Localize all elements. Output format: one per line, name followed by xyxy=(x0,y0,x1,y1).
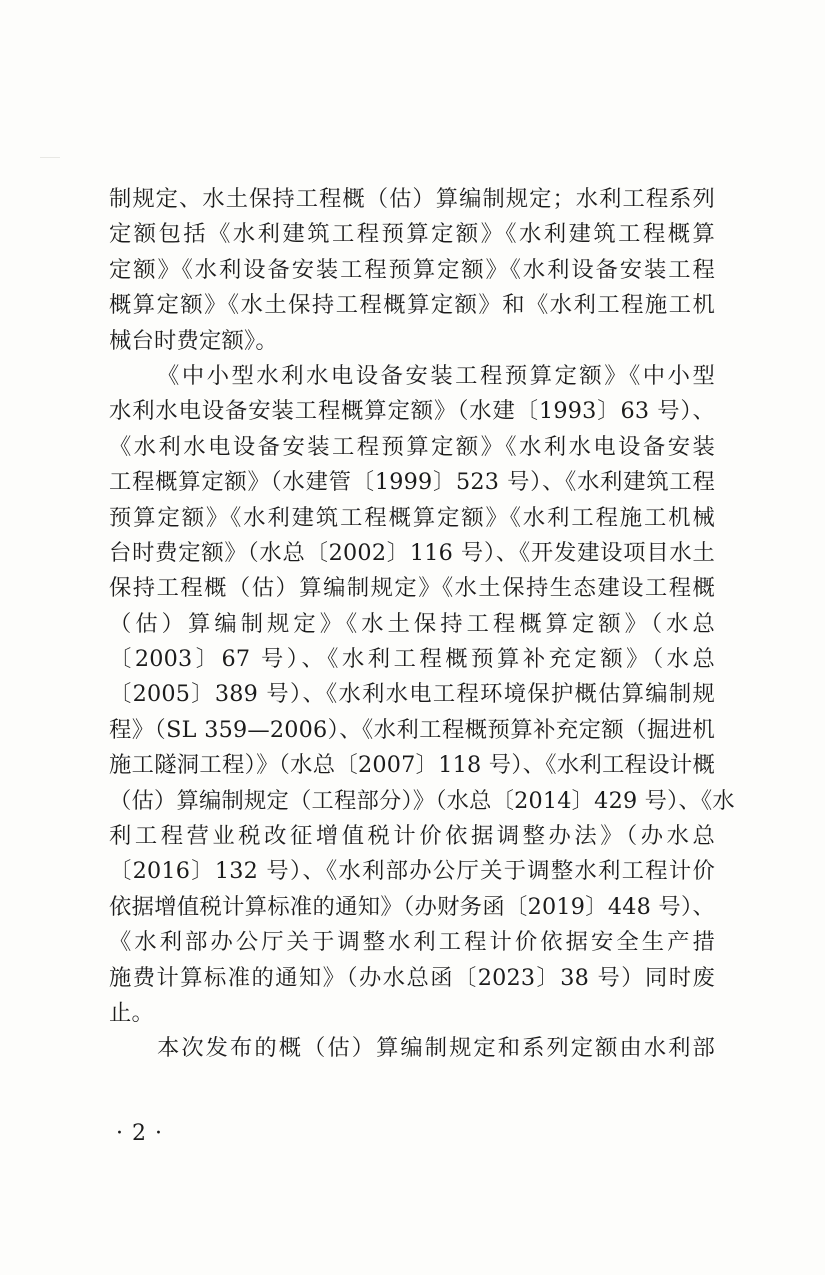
paragraph-2-line-11: 程》（SL 359—2006）、《水利工程概预算补充定额（掘进机 xyxy=(109,716,715,743)
paragraph-2-line-14: 利工程营业税改征增值税计价依据调整办法》（办水总 xyxy=(109,823,715,850)
scan-margin-mark xyxy=(40,157,60,158)
paragraph-2-line-7: 保持工程概（估）算编制规定》《水土保持生态建设工程概 xyxy=(109,575,715,602)
paragraph-2-line-16: 依据增值税计算标准的通知》（办财务函〔2019〕448 号）、 xyxy=(109,893,715,920)
paragraph-2 xyxy=(109,359,735,1031)
paragraph-2-line-18: 施费计算标准的通知》（办水总函〔2023〕38 号）同时废 xyxy=(109,964,715,991)
page-number: · 2 · xyxy=(116,1121,163,1146)
paragraph-2-line-2: 水利水电设备安装工程概算定额》（水建〔1993〕63 号）、 xyxy=(109,398,715,425)
paragraph-2-line-5: 预算定额》《水利建筑工程概算定额》《水利工程施工机械 xyxy=(109,504,715,531)
paragraph-2-line-19: 止。 xyxy=(109,999,154,1026)
paragraph-3-line-1: 本次发布的概（估）算编制规定和系列定额由水利部 xyxy=(157,1035,715,1062)
paragraph-2-line-1: 《中小型水利水电设备安装工程预算定额》《中小型 xyxy=(157,362,715,389)
paragraph-2-line-3: 《水利水电设备安装工程预算定额》《水利水电设备安装 xyxy=(109,433,715,460)
paragraph-2-line-13: （估）算编制规定（工程部分）》（水总〔2014〕429 号）、《水 xyxy=(109,787,735,814)
paragraph-1-line-1: 制规定、水土保持工程概（估）算编制规定；水利工程系列 xyxy=(109,186,715,212)
paragraph-2-line-15: 〔2016〕132 号）、《水利部办公厅关于调整水利工程计价 xyxy=(109,858,715,885)
paragraph-1 xyxy=(109,182,715,359)
paragraph-1-line-3: 定额》《水利设备安装工程预算定额》《水利设备安装工程 xyxy=(109,256,715,283)
paragraph-2-line-4: 工程概算定额》（水建管〔1999〕523 号）、《水利建筑工程 xyxy=(109,469,715,496)
paragraph-2-line-10: 〔2005〕389 号）、《水利水电工程环境保护概估算编制规 xyxy=(109,681,715,708)
paragraph-1-line-4: 概算定额》《水土保持工程概算定额》和《水利工程施工机 xyxy=(109,292,715,319)
paragraph-2-line-6: 台时费定额》（水总〔2002〕116 号）、《开发建设项目水土 xyxy=(109,539,715,566)
paragraph-2-line-8: （估）算编制规定》《水土保持工程概算定额》（水总 xyxy=(109,610,715,637)
paragraph-3 xyxy=(109,1031,715,1066)
paragraph-2-line-12: 施工隧洞工程）》（水总〔2007〕118 号）、《水利工程设计概 xyxy=(109,752,715,779)
paragraph-2-line-9: 〔2003〕67 号）、《水利工程概预算补充定额》（水总 xyxy=(109,646,715,673)
paragraph-1-line-2: 定额包括《水利建筑工程预算定额》《水利建筑工程概算 xyxy=(109,221,715,248)
paragraph-2-line-17: 《水利部办公厅关于调整水利工程计价依据安全生产措 xyxy=(109,929,715,956)
document-body xyxy=(109,182,735,1067)
paragraph-1-line-5: 械台时费定额》。 xyxy=(109,327,278,354)
